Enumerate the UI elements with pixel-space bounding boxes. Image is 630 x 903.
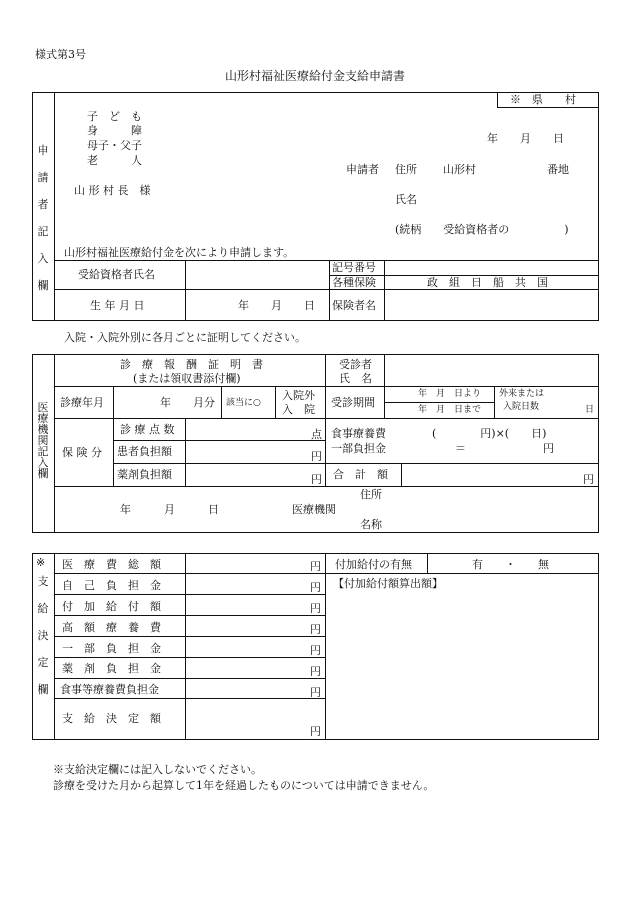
additional-benefit-yes-no[interactable]: 有 ・ 無 [472, 558, 549, 571]
days-label-1: 外来または [499, 389, 545, 399]
insurance-portion-label: 保 険 分 [62, 446, 102, 459]
recipient-name-label: 受給資格者氏名 [78, 268, 155, 281]
birthdate-label: 生 年 月 日 [90, 299, 145, 312]
note-deadline: 診療を受けた月から起算して1年を経過したものについては申請できません。 [53, 779, 435, 792]
drug-burden-label: 薬剤負担額 [117, 468, 172, 481]
patient-label: 受診者 [339, 358, 372, 371]
yen-unit: 円 [310, 560, 321, 573]
yen-unit: 円 [310, 686, 321, 699]
category-single-parent: 母子・父子 [87, 139, 142, 152]
row-decision-amount: 支 給 決 定 額 [62, 712, 161, 725]
institution-name-label: 名称 [360, 518, 382, 531]
village-name: 山形村 [443, 163, 476, 176]
form-number: 様式第3号 [35, 48, 86, 61]
insurance-types-label: 各種保険 [332, 276, 376, 289]
applicant-label: 申請者 [346, 163, 379, 176]
patient-burden-label: 患者負担額 [117, 445, 172, 458]
yen-unit: 円 [310, 644, 321, 657]
yen-unit: 円 [310, 581, 321, 594]
row-additional-benefit: 付 加 給 付 額 [62, 600, 161, 613]
relation-label: (続柄 受給資格者の ) [395, 223, 569, 236]
category-elderly: 老 人 [87, 154, 142, 167]
symbol-number-label: 記号番号 [332, 261, 376, 274]
treatment-month-label: 診療年月 [60, 396, 104, 409]
drug-burden-unit: 円 [311, 473, 322, 486]
visit-period-label: 受診期間 [331, 396, 375, 409]
row-drug-burden: 薬 剤 負 担 金 [62, 662, 161, 675]
addressee: 山 形 村 長 様 [74, 184, 151, 197]
patient-burden-unit: 円 [311, 450, 322, 463]
applicant-side-label: 申請者記入欄 [37, 144, 49, 292]
insurance-types[interactable]: 政 組 日 船 共 国 [427, 276, 548, 289]
meal-equals[interactable]: ＝ 円 [455, 442, 554, 455]
insurer-name-label: 保険者名 [332, 299, 376, 312]
note-decision: ※支給決定欄には記入しないでください。 [53, 763, 262, 776]
certificate-title: 診 療 報 酬 証 明 書 [120, 358, 263, 371]
yen-unit: 円 [310, 602, 321, 615]
row-meal-burden: 食事等療養費負担金 [60, 683, 159, 696]
name-label: 氏名 [395, 193, 417, 206]
total-label: 合 計 額 [333, 468, 388, 481]
meal-label-2: 一部負担金 [331, 442, 386, 455]
row-total-medical: 医 療 費 総 額 [62, 558, 161, 571]
meal-formula[interactable]: ( 円)×( 日) [432, 427, 547, 440]
category-child: 子 ど も [87, 110, 142, 123]
institution-side-label: 医療機関記入欄 [37, 401, 49, 480]
treatment-month-value[interactable]: 年 月分 [160, 396, 215, 409]
banchi-label: 番地 [547, 163, 569, 176]
days-unit: 日 [585, 405, 595, 415]
yen-unit: 円 [310, 725, 321, 738]
row-high-cost: 高 額 療 養 費 [62, 621, 161, 634]
period-from[interactable]: 年 月 日より [418, 389, 482, 399]
points-unit: 点 [311, 428, 322, 441]
category-disabled: 身 障 [87, 124, 142, 137]
institution-address-label: 住所 [360, 488, 382, 501]
points-label: 診 療 点 数 [120, 423, 175, 436]
decision-side-label: 支給決定欄 [37, 575, 49, 696]
certification-date[interactable]: 年 月 日 [120, 503, 219, 516]
institution-label: 医療機関 [292, 503, 336, 516]
decision-mark: ※ [36, 556, 46, 569]
office-mark: ※ 県 村 [510, 93, 576, 106]
application-date[interactable]: 年 月 日 [487, 132, 564, 145]
address-label: 住所 [395, 163, 417, 176]
note-monthly: 入院・入院外別に各月ごとに証明してください。 [64, 331, 306, 344]
applicable-circle-label: 該当に○ [226, 398, 261, 408]
birthdate-value[interactable]: 年 月 日 [238, 299, 315, 312]
yen-unit: 円 [310, 623, 321, 636]
period-to[interactable]: 年 月 日まで [418, 405, 482, 415]
inpatient-option[interactable]: 入 院 [282, 403, 315, 416]
outpatient-option[interactable]: 入院外 [282, 389, 315, 402]
additional-benefit-label: 付加給付の有無 [335, 558, 412, 571]
certificate-subtitle: (または領収書添付欄) [133, 372, 241, 385]
patient-name-label: 氏 名 [339, 372, 372, 385]
meal-label-1: 食事療養費 [331, 427, 386, 440]
yen-unit: 円 [310, 665, 321, 678]
row-partial-burden: 一 部 負 担 金 [62, 642, 161, 655]
additional-calc-label: 【付加給付額算出額】 [333, 577, 443, 590]
statement: 山形村福祉医療給付金を次により申請します。 [64, 246, 295, 259]
days-label-2: 入院日数 [503, 402, 540, 412]
total-unit: 円 [583, 473, 594, 486]
page-title: 山形村福祉医療給付金支給申請書 [224, 69, 405, 83]
row-self-burden: 自 己 負 担 金 [62, 579, 161, 592]
